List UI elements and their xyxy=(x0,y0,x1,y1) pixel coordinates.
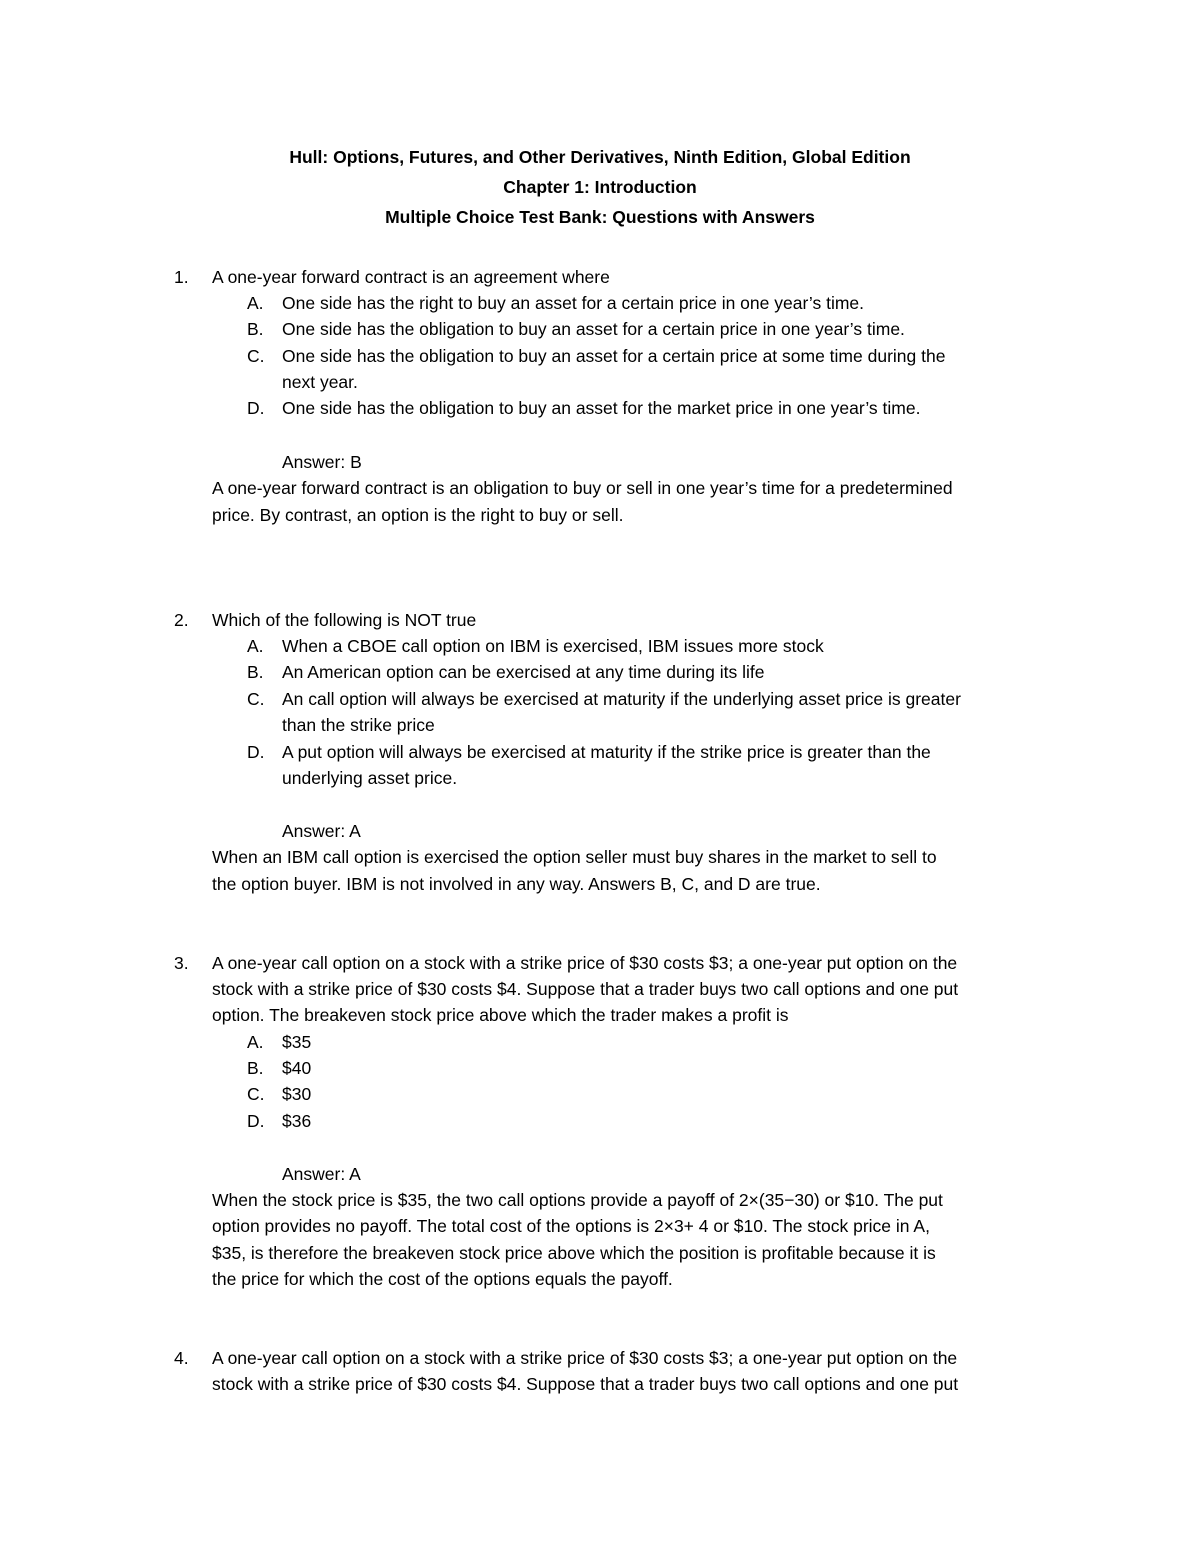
option-text: underlying asset price. xyxy=(282,768,458,788)
answer-explanation: the option buyer. IBM is not involved in any way. Answers B, C, and D are true. xyxy=(212,874,821,894)
option-letter: B. xyxy=(247,319,264,339)
option-text: $40 xyxy=(282,1058,312,1078)
option-text: than the strike price xyxy=(282,715,435,735)
question-stem: A one-year forward contract is an agreement where xyxy=(212,267,610,287)
chapter-title: Chapter 1: Introduction xyxy=(503,177,697,197)
question-stem: Which of the following is NOT true xyxy=(212,610,477,630)
question-number: 1. xyxy=(174,267,189,287)
answer-explanation: price. By contrast, an option is the right to buy or sell. xyxy=(212,505,624,525)
option-text: $30 xyxy=(282,1084,312,1104)
answer-explanation: $35, is therefore the breakeven stock price above which the position is profitable because it is xyxy=(212,1243,936,1263)
answer-explanation: When an IBM call option is exercised the option seller must buy shares in the market to sell to xyxy=(212,847,937,867)
option-text: One side has the obligation to buy an asset for a certain price in one year’s time. xyxy=(282,319,905,339)
answer-explanation: option provides no payoff. The total cost of the options is 2×3+ 4 or $10. The stock price in A, xyxy=(212,1216,930,1236)
option-text: $36 xyxy=(282,1111,312,1131)
answer-explanation: A one-year forward contract is an obligation to buy or sell in one year’s time for a predetermined xyxy=(212,478,953,498)
book-title: Hull: Options, Futures, and Other Derivatives, Ninth Edition, Global Edition xyxy=(289,147,911,167)
option-text: One side has the obligation to buy an asset for the market price in one year’s time. xyxy=(282,398,921,418)
test-bank-title: Multiple Choice Test Bank: Questions with Answers xyxy=(385,207,815,227)
option-letter: D. xyxy=(247,1111,265,1131)
option-letter: C. xyxy=(247,1084,265,1104)
option-text: One side has the obligation to buy an asset for a certain price at some time during the xyxy=(282,346,946,366)
option-letter: B. xyxy=(247,662,264,682)
answer-label: Answer: B xyxy=(282,452,362,472)
option-letter: A. xyxy=(247,293,264,313)
option-text: When a CBOE call option on IBM is exercised, IBM issues more stock xyxy=(282,636,824,656)
answer-explanation: the price for which the cost of the options equals the payoff. xyxy=(212,1269,673,1289)
document-header xyxy=(0,142,1200,232)
question-stem: option. The breakeven stock price above which the trader makes a profit is xyxy=(212,1005,789,1025)
option-letter: C. xyxy=(247,346,265,366)
option-letter: D. xyxy=(247,742,265,762)
option-text: $35 xyxy=(282,1032,312,1052)
option-text: A put option will always be exercised at maturity if the strike price is greater than the xyxy=(282,742,931,762)
answer-label: Answer: A xyxy=(282,1164,361,1184)
question-stem: A one-year call option on a stock with a strike price of $30 costs $3; a one-year put option on the xyxy=(212,1348,958,1368)
answer-explanation: When the stock price is $35, the two call options provide a payoff of 2×(35−30) or $10. The put xyxy=(212,1190,943,1210)
option-letter: C. xyxy=(247,689,265,709)
option-text: next year. xyxy=(282,372,358,392)
option-letter: D. xyxy=(247,398,265,418)
question-number: 2. xyxy=(174,610,189,630)
answer-label: Answer: A xyxy=(282,821,361,841)
option-letter: B. xyxy=(247,1058,264,1078)
question-number: 4. xyxy=(174,1348,189,1368)
option-letter: A. xyxy=(247,636,264,656)
question-stem: A one-year call option on a stock with a strike price of $30 costs $3; a one-year put option on the xyxy=(212,953,958,973)
option-letter: A. xyxy=(247,1032,264,1052)
question-stem: stock with a strike price of $30 costs $4. Suppose that a trader buys two call options and one put xyxy=(212,1374,959,1394)
question-number: 3. xyxy=(174,953,189,973)
option-text: An American option can be exercised at any time during its life xyxy=(282,662,765,682)
option-text: An call option will always be exercised at maturity if the underlying asset price is greater xyxy=(282,689,961,709)
option-text: One side has the right to buy an asset for a certain price in one year’s time. xyxy=(282,293,865,313)
question-stem: stock with a strike price of $30 costs $4. Suppose that a trader buys two call options and one put xyxy=(212,979,959,999)
